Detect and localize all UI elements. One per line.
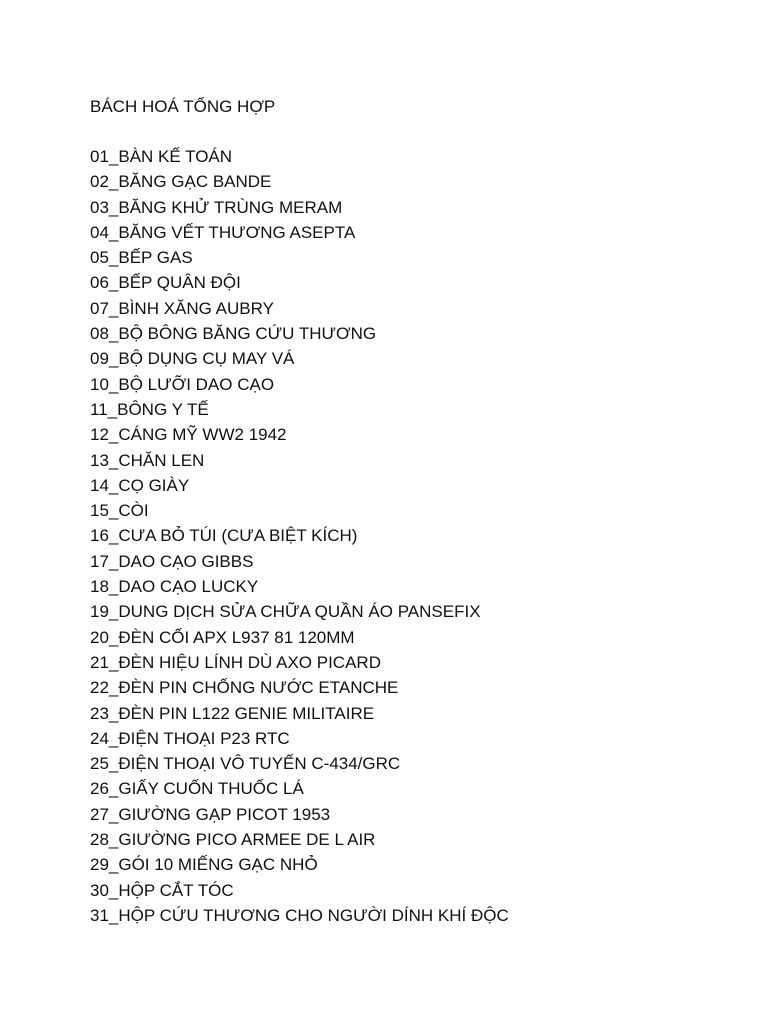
- list-item: 05_BẾP GAS: [90, 248, 193, 268]
- list-item: 11_BÔNG Y TẾ: [90, 399, 209, 419]
- list-item: 31_HỘP CỨU THƯƠNG CHO NGƯỜI DÍNH KHÍ ĐỘC: [90, 905, 509, 925]
- list-item: 25_ĐIỆN THOẠI VÔ TUYẾN C-434/GRC: [90, 754, 401, 774]
- item-list: [90, 144, 768, 928]
- list-item: 09_BỘ DỤNG CỤ MAY VÁ: [90, 349, 295, 369]
- list-item: 27_GIƯỜNG GẠP PICOT 1953: [90, 804, 331, 824]
- list-item: 08_BỘ BÔNG BĂNG CỨU THƯƠNG: [90, 324, 377, 344]
- list-item: 13_CHĂN LEN: [90, 450, 205, 470]
- list-item: 03_BĂNG KHỬ TRÙNG MERAM: [90, 197, 343, 217]
- list-item: 16_CƯA BỎ TÚI (CƯA BIỆT KÍCH): [90, 526, 358, 546]
- list-item: 01_BÀN KẾ TOÁN: [90, 147, 233, 166]
- list-item: 12_CÁNG MỸ WW2 1942: [90, 425, 287, 445]
- list-item: 22_ĐÈN PIN CHỐNG NƯỚC ETANCHE: [90, 678, 399, 698]
- list-item: 07_BÌNH XĂNG AUBRY: [90, 298, 274, 318]
- list-item: 21_ĐÈN HIỆU LÍNH DÙ AXO PICARD: [90, 652, 381, 672]
- list-item: 06_BẾP QUÂN ĐỘI: [90, 273, 241, 293]
- list-item: 10_BỘ LƯỠI DAO CẠO: [90, 374, 275, 394]
- list-item: 02_BĂNG GẠC BANDE: [90, 172, 272, 192]
- list-item: 26_GIẤY CUỐN THUỐC LÁ: [90, 779, 304, 799]
- list-item: 23_ĐÈN PIN L122 GENIE MILITAIRE: [90, 703, 375, 723]
- blank-line: [90, 119, 768, 144]
- list-item: 29_GÓI 10 MIẾNG GẠC NHỎ: [90, 855, 318, 875]
- list-item: 18_DAO CẠO LUCKY: [90, 577, 259, 597]
- list-item: 19_DUNG DỊCH SỬA CHỮA QUẦN ÁO PANSEFIX: [90, 602, 481, 622]
- list-item: 24_ĐIỆN THOẠI P23 RTC: [90, 728, 290, 748]
- list-item: 14_CỌ GIÀY: [90, 475, 190, 495]
- list-item: 20_ĐÈN CỐI APX L937 81 120MM: [90, 627, 355, 647]
- list-item: 30_HỘP CẮT TÓC: [90, 880, 234, 900]
- list-item: 28_GIƯỜNG PICO ARMEE DE L AIR: [90, 830, 376, 850]
- list-item: 04_BĂNG VẾT THƯƠNG ASEPTA: [90, 222, 356, 242]
- document-title: BÁCH HOÁ TỔNG HỢP: [90, 97, 276, 116]
- list-item: 17_DAO CẠO GIBBS: [90, 551, 254, 571]
- list-item: 15_CÒI: [90, 501, 149, 521]
